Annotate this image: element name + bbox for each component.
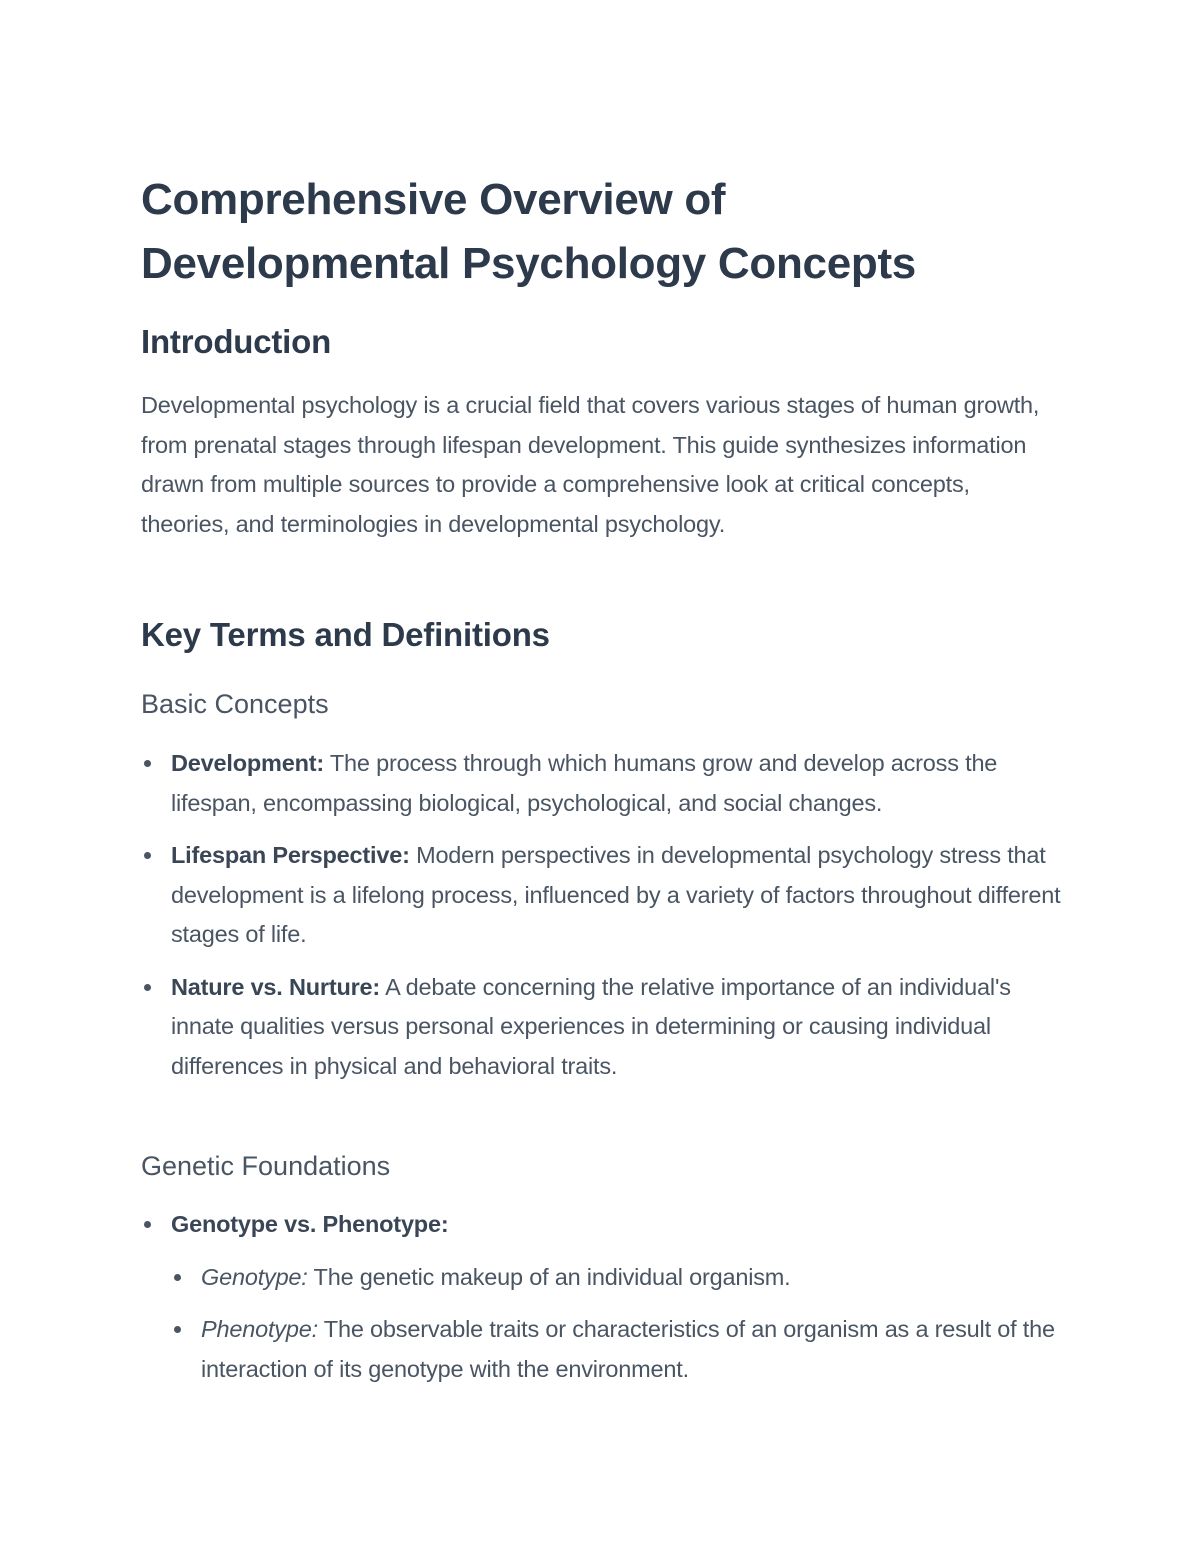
introduction-paragraph: Developmental psychology is a crucial field that covers various stages of human growth, from prenatal stages through lifespan development. This guide synthesizes information drawn from multiple sources to provide a comprehensive look at critical concepts, theories, and terminologies in developmental psychology. xyxy=(141,392,1040,537)
term-label: Genotype vs. Phenotype: xyxy=(171,1211,449,1237)
sublist-item-phenotype xyxy=(171,1310,1061,1389)
term-label: Nature vs. Nurture: xyxy=(171,973,381,1000)
list-item-nature-vs-nurture xyxy=(141,968,1061,1087)
introduction-heading: Introduction xyxy=(141,323,332,360)
list-item-genotype-vs-phenotype xyxy=(141,1205,1061,1389)
title-line-2: Developmental Psychology Concepts xyxy=(141,239,916,288)
basic-concepts-list xyxy=(141,744,1061,1086)
genotype-phenotype-sublist xyxy=(171,1258,1061,1390)
term-label: Development: xyxy=(171,750,324,776)
title-line-1: Comprehensive Overview of xyxy=(141,175,726,224)
term-definition: A debate concerning the relative importance of an individual's innate qualities versus personal experiences in determining or causing individual differences in physical and behavioral traits. xyxy=(171,973,1011,1079)
term-definition: Modern perspectives in developmental psychology stress that development is a lifelong process, influenced by a variety of factors throughout different stages of life. xyxy=(171,842,1061,947)
sublist-item-genotype xyxy=(171,1258,1061,1298)
list-item-development xyxy=(141,744,1061,823)
list-item-lifespan-perspective xyxy=(141,836,1061,955)
term-label: Phenotype: xyxy=(201,1316,318,1342)
term-definition: The process through which humans grow and develop across the lifespan, encompassing biological, psychological, and social changes. xyxy=(171,750,998,816)
genetic-foundations-heading: Genetic Foundations xyxy=(141,1151,391,1181)
term-label: Lifespan Perspective: xyxy=(171,842,410,868)
basic-concepts-heading: Basic Concepts xyxy=(141,689,329,719)
term-label: Genotype: xyxy=(201,1263,308,1290)
term-definition: The observable traits or characteristics of an organism as a result of the interaction of its genotype with the environment. xyxy=(201,1316,1055,1382)
genetic-foundations-list xyxy=(141,1205,1061,1389)
term-definition: The genetic makeup of an individual organism. xyxy=(307,1263,791,1290)
document-title xyxy=(141,168,916,296)
key-terms-heading: Key Terms and Definitions xyxy=(141,616,550,653)
